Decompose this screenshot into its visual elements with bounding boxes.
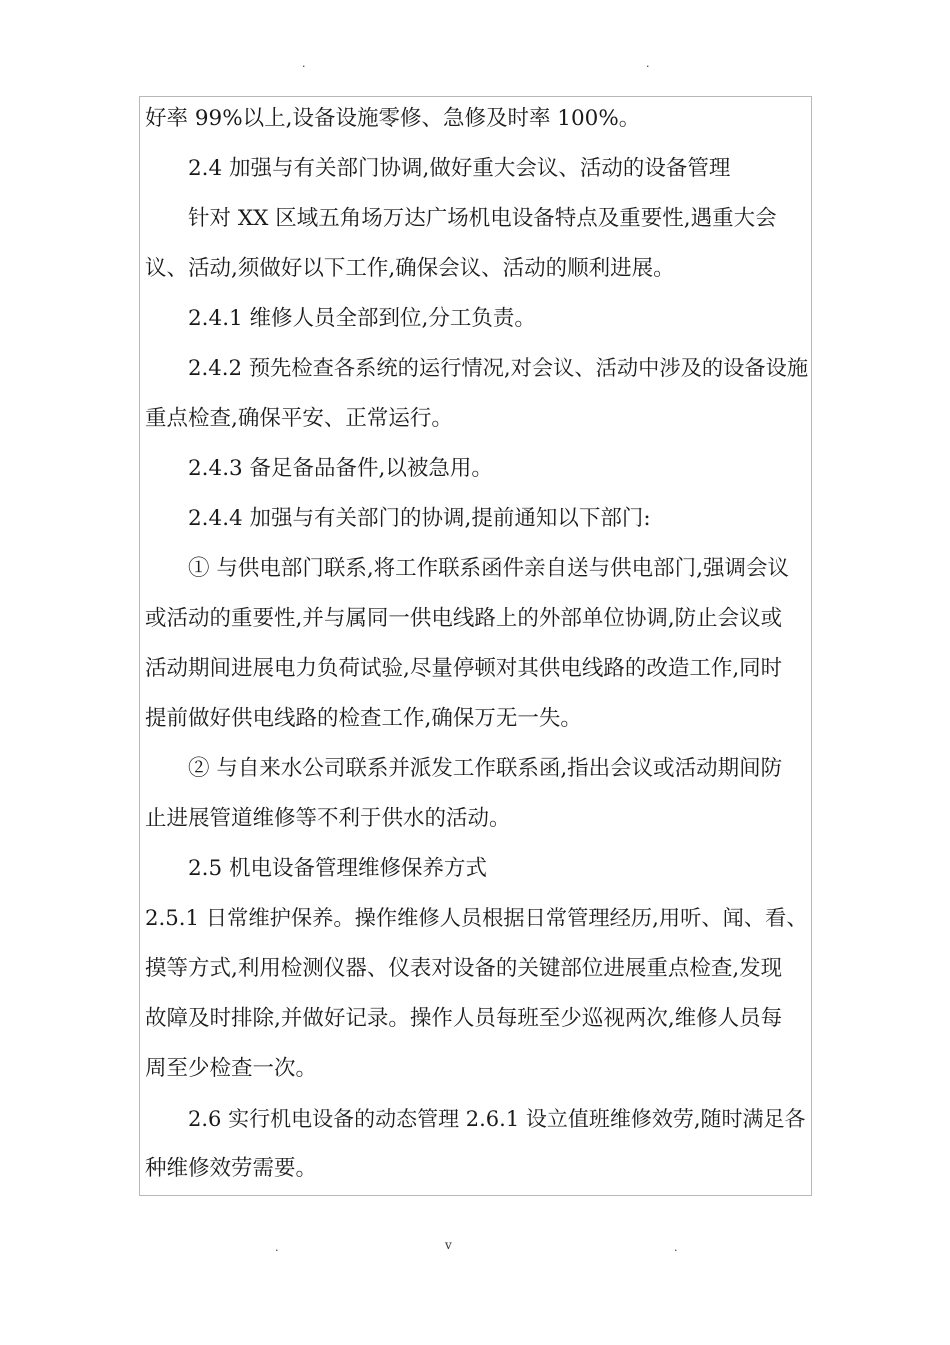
text-line: 议、活动,须做好以下工作,确保会议、活动的顺利进展。	[145, 256, 675, 281]
header-dot-left: .	[302, 57, 306, 70]
text-line: 好率 99%以上,设备设施零修、急修及时率 100%。	[145, 106, 641, 131]
text-line: 止进展管道维修等不利于供水的活动。	[145, 806, 511, 831]
page-number: v	[445, 1238, 452, 1252]
text-line: 活动期间进展电力负荷试验,尽量停顿对其供电线路的改造工作,同时	[145, 656, 783, 681]
text-line: 或活动的重要性,并与属同一供电线路上的外部单位协调,防止会议或	[145, 606, 783, 631]
text-line: 2.4.4 加强与有关部门的协调,提前通知以下部门:	[188, 506, 651, 531]
footer-dot-left: .	[275, 1241, 279, 1254]
text-line: 2.4.1 维修人员全部到位,分工负责。	[188, 306, 536, 331]
text-line: 种维修效劳需要。	[145, 1156, 318, 1181]
text-line: 周至少检查一次。	[145, 1056, 318, 1081]
text-line: 重点检查,确保平安、正常运行。	[145, 406, 453, 431]
text-line: 摸等方式,利用检测仪器、仪表对设备的关键部位进展重点检查,发现	[145, 956, 783, 981]
text-line: 2.5.1 日常维护保养。操作维修人员根据日常管理经历,用听、闻、看、	[145, 906, 808, 931]
header-dot-right: .	[646, 57, 650, 70]
text-line: ① 与供电部门联系,将工作联系函件亲自送与供电部门,强调会议	[188, 556, 790, 581]
section-heading: 2.6 实行机电设备的动态管理 2.6.1 设立值班维修效劳,随时满足各	[188, 1107, 806, 1131]
text-line: 2.4.3 备足备品备件,以被急用。	[188, 456, 493, 481]
footer-dot-right: .	[674, 1241, 678, 1254]
text-line: 2.4.2 预先检查各系统的运行情况,对会议、活动中涉及的设备设施	[188, 356, 809, 381]
document-body	[139, 96, 812, 1196]
section-heading: 2.5 机电设备管理维修保养方式	[188, 856, 488, 881]
section-heading: 2.4 加强与有关部门协调,做好重大会议、活动的设备管理	[188, 156, 731, 181]
text-line: 故障及时排除,并做好记录。操作人员每班至少巡视两次,维修人员每	[145, 1006, 783, 1031]
text-line: 提前做好供电线路的检查工作,确保万无一失。	[145, 706, 582, 731]
text-line: ② 与自来水公司联系并派发工作联系函,指出会议或活动期间防	[188, 756, 783, 781]
text-line: 针对 XX 区域五角场万达广场机电设备特点及重要性,遇重大会	[188, 206, 777, 231]
